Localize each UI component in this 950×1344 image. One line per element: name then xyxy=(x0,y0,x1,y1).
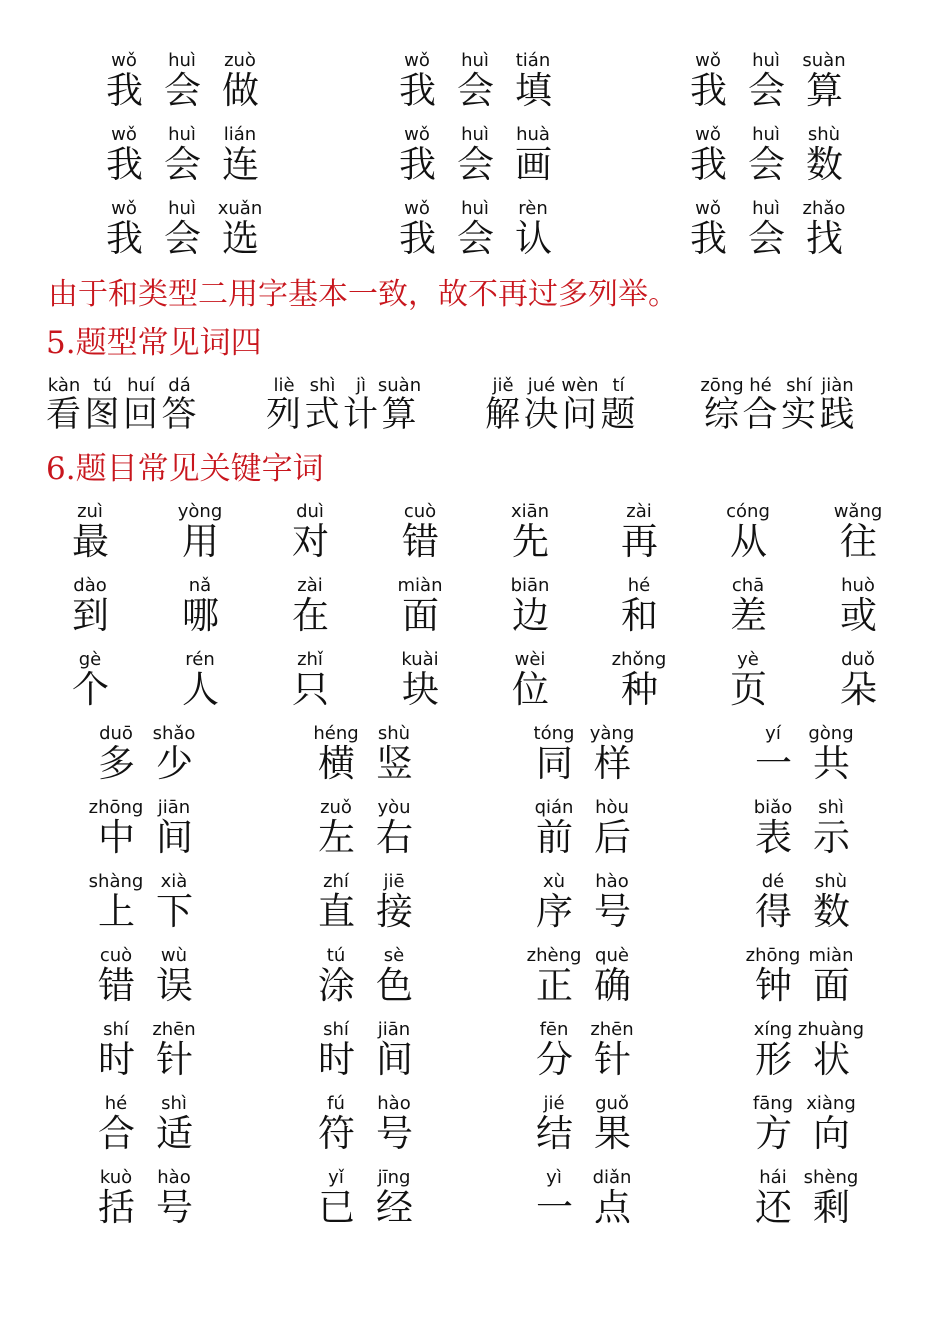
hanzi-char: 色 xyxy=(376,964,413,1007)
pinyin-label: huì xyxy=(752,198,780,219)
pinyin-label: hé xyxy=(104,1093,128,1114)
hanzi-char: 适 xyxy=(156,1112,193,1155)
pinyin-label: liè xyxy=(273,375,295,396)
pinyin-label: huì xyxy=(461,50,489,71)
hanzi-char: 我 xyxy=(106,69,143,112)
pinyin-label: duì xyxy=(296,501,324,522)
pinyin-label: huì xyxy=(168,198,196,219)
hanzi-char: 多 xyxy=(98,742,135,785)
pinyin-label: tóng xyxy=(533,723,575,744)
hanzi-char: 答 xyxy=(161,395,197,435)
hanzi-char: 错 xyxy=(402,520,439,563)
hanzi-char: 画 xyxy=(515,143,552,186)
hanzi-char: 剩 xyxy=(813,1186,850,1229)
pinyin-label: zhēn xyxy=(590,1019,634,1040)
hanzi-char: 用 xyxy=(182,520,219,563)
pinyin-label: xù xyxy=(542,871,566,892)
hanzi-char: 一 xyxy=(755,742,792,785)
hanzi-char: 直 xyxy=(318,890,355,933)
pinyin-label: huì xyxy=(752,124,780,145)
pinyin-label: wǒ xyxy=(695,50,721,71)
pinyin-label: qián xyxy=(534,797,574,818)
hanzi-char: 认 xyxy=(515,217,552,260)
pinyin-label: wǒ xyxy=(111,124,137,145)
hanzi-char: 计 xyxy=(343,395,379,435)
hanzi-char: 还 xyxy=(755,1186,792,1229)
pinyin-label: hào xyxy=(595,871,629,892)
pinyin-label: dé xyxy=(761,871,785,892)
pinyin-label: gòng xyxy=(808,723,854,744)
hanzi-char: 误 xyxy=(156,964,193,1007)
hanzi-char: 合 xyxy=(742,395,778,435)
pinyin-label: huì xyxy=(752,50,780,71)
hanzi-char: 做 xyxy=(222,69,259,112)
hanzi-char: 竖 xyxy=(376,742,413,785)
hanzi-char: 回 xyxy=(123,395,159,435)
hanzi-char: 样 xyxy=(594,742,631,785)
pinyin-label: zuì xyxy=(77,501,103,522)
hanzi-char: 方 xyxy=(755,1112,792,1155)
pinyin-label: huì xyxy=(461,198,489,219)
pinyin-label: tú xyxy=(326,945,346,966)
hanzi-char: 我 xyxy=(399,143,436,186)
pinyin-label: tián xyxy=(515,50,551,71)
pinyin-label: yàng xyxy=(589,723,635,744)
pinyin-label: zhǒng xyxy=(611,649,667,670)
pinyin-label: xiàng xyxy=(806,1093,856,1114)
pinyin-label: hào xyxy=(377,1093,411,1114)
pinyin-label: suàn xyxy=(802,50,846,71)
hanzi-char: 会 xyxy=(748,143,785,186)
hanzi-char: 时 xyxy=(98,1038,135,1081)
hanzi-char: 会 xyxy=(164,69,201,112)
pinyin-label: wǒ xyxy=(404,50,430,71)
hanzi-char: 践 xyxy=(819,395,855,435)
hanzi-char: 会 xyxy=(164,217,201,260)
hanzi-char: 在 xyxy=(292,594,329,637)
hanzi-char: 间 xyxy=(376,1038,413,1081)
pinyin-label: shí xyxy=(323,1019,349,1040)
pinyin-label: lián xyxy=(223,124,257,145)
hanzi-char: 列 xyxy=(266,395,302,435)
hanzi-char: 右 xyxy=(376,816,413,859)
hanzi-char: 确 xyxy=(594,964,631,1007)
pinyin-label: diǎn xyxy=(592,1167,632,1188)
hanzi-char: 找 xyxy=(806,217,843,260)
pinyin-label: shàng xyxy=(88,871,144,892)
hanzi-char: 算 xyxy=(806,69,843,112)
hanzi-char: 个 xyxy=(72,668,109,711)
pinyin-label: nǎ xyxy=(188,575,212,596)
hanzi-char: 状 xyxy=(813,1038,850,1081)
pinyin-label: tú xyxy=(93,375,112,396)
hanzi-char: 最 xyxy=(72,520,109,563)
pinyin-label: yǐ xyxy=(328,1167,344,1188)
hanzi-char: 会 xyxy=(748,69,785,112)
pinyin-label: xíng xyxy=(753,1019,793,1040)
hanzi-char: 共 xyxy=(813,742,850,785)
pinyin-label: jiē xyxy=(383,871,405,892)
pinyin-label: què xyxy=(595,945,629,966)
pinyin-label: zuò xyxy=(224,50,256,71)
pinyin-label: shèng xyxy=(803,1167,859,1188)
hanzi-char: 问 xyxy=(562,395,598,435)
hanzi-char: 针 xyxy=(594,1038,631,1081)
hanzi-char: 我 xyxy=(399,217,436,260)
hanzi-char: 上 xyxy=(98,890,135,933)
hanzi-char: 横 xyxy=(318,742,355,785)
hanzi-char: 示 xyxy=(813,816,850,859)
hanzi-char: 会 xyxy=(164,143,201,186)
hanzi-char: 合 xyxy=(98,1112,135,1155)
hanzi-char: 边 xyxy=(512,594,549,637)
hanzi-char: 我 xyxy=(399,69,436,112)
pinyin-label: hé xyxy=(627,575,651,596)
hanzi-char: 号 xyxy=(376,1112,413,1155)
pinyin-label: shí xyxy=(103,1019,129,1040)
pinyin-label: chā xyxy=(731,575,765,596)
hanzi-char: 数 xyxy=(806,143,843,186)
pinyin-label: jiān xyxy=(377,1019,411,1040)
pinyin-label: yè xyxy=(737,649,759,670)
pinyin-label: zhōng xyxy=(745,945,801,966)
hanzi-char: 面 xyxy=(402,594,439,637)
pinyin-label: huì xyxy=(461,124,489,145)
pinyin-label: wǒ xyxy=(695,124,721,145)
pinyin-label: xiān xyxy=(510,501,550,522)
pinyin-label: jīng xyxy=(377,1167,411,1188)
hanzi-char: 序 xyxy=(536,890,573,933)
pinyin-label: hái xyxy=(759,1167,787,1188)
hanzi-char: 果 xyxy=(594,1112,631,1155)
pinyin-label: yòu xyxy=(377,797,411,818)
pinyin-label: jiě xyxy=(492,375,514,396)
hanzi-char: 块 xyxy=(402,668,439,711)
hanzi-char: 下 xyxy=(156,890,193,933)
pinyin-label: jié xyxy=(543,1093,565,1114)
hanzi-char: 和 xyxy=(621,594,658,637)
hanzi-char: 连 xyxy=(222,143,259,186)
hanzi-char: 经 xyxy=(376,1186,413,1229)
hanzi-char: 得 xyxy=(755,890,792,933)
hanzi-char: 对 xyxy=(292,520,329,563)
pinyin-label: shù xyxy=(377,723,411,744)
pinyin-label: hòu xyxy=(595,797,629,818)
pinyin-label: shù xyxy=(814,871,848,892)
pinyin-label: cuò xyxy=(403,501,437,522)
hanzi-char: 点 xyxy=(594,1186,631,1229)
hanzi-char: 看 xyxy=(46,395,82,435)
hanzi-char: 填 xyxy=(515,69,552,112)
pinyin-label: fú xyxy=(327,1093,345,1114)
pinyin-label: hào xyxy=(157,1167,191,1188)
pinyin-label: zhēn xyxy=(152,1019,196,1040)
pinyin-label: huò xyxy=(841,575,875,596)
pinyin-label: wù xyxy=(160,945,188,966)
pinyin-label: cuò xyxy=(99,945,133,966)
pinyin-label: wǒ xyxy=(111,50,137,71)
hanzi-char: 决 xyxy=(523,395,559,435)
pinyin-label: biān xyxy=(510,575,550,596)
hanzi-char: 间 xyxy=(156,816,193,859)
hanzi-char: 或 xyxy=(840,594,877,637)
hanzi-char: 钟 xyxy=(755,964,792,1007)
pinyin-label: wǒ xyxy=(404,124,430,145)
pinyin-label: shì xyxy=(161,1093,187,1114)
hanzi-char: 接 xyxy=(376,890,413,933)
hanzi-char: 人 xyxy=(182,668,219,711)
pinyin-label: zài xyxy=(626,501,652,522)
hanzi-char: 式 xyxy=(304,395,340,435)
pinyin-label: hé xyxy=(749,375,772,396)
hanzi-char: 号 xyxy=(156,1186,193,1229)
hanzi-char: 括 xyxy=(98,1186,135,1229)
pinyin-label: kàn xyxy=(47,375,81,396)
hanzi-char: 会 xyxy=(748,217,785,260)
pinyin-label: zhuàng xyxy=(797,1019,865,1040)
pinyin-label: guǒ xyxy=(595,1093,629,1114)
pinyin-label: jiān xyxy=(157,797,191,818)
hanzi-char: 差 xyxy=(730,594,767,637)
hanzi-char: 只 xyxy=(292,668,329,711)
hanzi-char: 涂 xyxy=(318,964,355,1007)
hanzi-char: 结 xyxy=(536,1112,573,1155)
pinyin-label: yì xyxy=(546,1167,562,1188)
hanzi-char: 中 xyxy=(98,816,135,859)
hanzi-char: 左 xyxy=(318,816,355,859)
pinyin-label: zhǎo xyxy=(802,198,846,219)
pinyin-label: huí xyxy=(127,375,155,396)
pinyin-label: duǒ xyxy=(841,649,875,670)
pinyin-label: dá xyxy=(168,375,191,396)
hanzi-char: 到 xyxy=(72,594,109,637)
hanzi-char: 正 xyxy=(536,964,573,1007)
hanzi-char: 图 xyxy=(84,395,120,435)
pinyin-label: huà xyxy=(516,124,550,145)
pinyin-label: kuài xyxy=(401,649,439,670)
hanzi-char: 往 xyxy=(840,520,877,563)
hanzi-char: 前 xyxy=(536,816,573,859)
pinyin-label: zōng xyxy=(700,375,744,396)
pinyin-label: rén xyxy=(185,649,215,670)
hanzi-char: 时 xyxy=(318,1038,355,1081)
hanzi-char: 符 xyxy=(318,1112,355,1155)
pinyin-label: zhōng xyxy=(88,797,144,818)
pinyin-label: rèn xyxy=(518,198,548,219)
pinyin-label: zuǒ xyxy=(320,797,352,818)
note-text: 由于和类型二用字基本一致，故不再过多列举。 xyxy=(48,277,678,312)
hanzi-char: 我 xyxy=(106,217,143,260)
pinyin-label: biǎo xyxy=(753,797,793,818)
pinyin-label: zhí xyxy=(323,871,349,892)
hanzi-char: 表 xyxy=(755,816,792,859)
pinyin-label: shí xyxy=(786,375,812,396)
pinyin-label: dào xyxy=(73,575,107,596)
pinyin-label: héng xyxy=(313,723,359,744)
hanzi-char: 向 xyxy=(813,1112,850,1155)
pinyin-label: jiàn xyxy=(821,375,854,396)
pinyin-label: tí xyxy=(612,375,625,396)
pinyin-label: zhǐ xyxy=(297,649,323,670)
pinyin-label: jué xyxy=(527,375,556,396)
hanzi-char: 会 xyxy=(457,143,494,186)
pinyin-label: gè xyxy=(78,649,102,670)
pinyin-label: zài xyxy=(297,575,323,596)
pinyin-label: wèi xyxy=(514,649,546,670)
pinyin-label: shì xyxy=(818,797,844,818)
pinyin-label: miàn xyxy=(397,575,443,596)
pinyin-label: duō xyxy=(99,723,133,744)
pinyin-label: kuò xyxy=(99,1167,133,1188)
pinyin-label: yòng xyxy=(177,501,223,522)
pinyin-label: shǎo xyxy=(152,723,196,744)
pinyin-label: xià xyxy=(160,871,188,892)
pinyin-label: wǒ xyxy=(695,198,721,219)
pinyin-label: zhèng xyxy=(526,945,582,966)
hanzi-char: 从 xyxy=(730,520,767,563)
hanzi-char: 位 xyxy=(512,668,549,711)
hanzi-char: 号 xyxy=(594,890,631,933)
hanzi-char: 一 xyxy=(536,1186,573,1229)
hanzi-char: 错 xyxy=(98,964,135,1007)
hanzi-char: 我 xyxy=(690,69,727,112)
section5-title: 5.题型常见词四 xyxy=(46,325,262,361)
hanzi-char: 算 xyxy=(381,395,417,435)
pinyin-label: wǒ xyxy=(111,198,137,219)
hanzi-char: 再 xyxy=(621,520,658,563)
hanzi-char: 分 xyxy=(536,1038,573,1081)
hanzi-char: 已 xyxy=(318,1186,355,1229)
pinyin-label: fēn xyxy=(539,1019,569,1040)
hanzi-char: 题 xyxy=(600,395,636,435)
hanzi-char: 实 xyxy=(781,395,817,435)
pinyin-label: jì xyxy=(355,375,367,396)
hanzi-char: 形 xyxy=(755,1038,792,1081)
hanzi-char: 同 xyxy=(536,742,573,785)
pinyin-label: suàn xyxy=(377,375,422,396)
hanzi-char: 选 xyxy=(222,217,259,260)
hanzi-char: 会 xyxy=(457,217,494,260)
hanzi-char: 少 xyxy=(156,742,193,785)
pinyin-label: huì xyxy=(168,50,196,71)
pinyin-label: wǒ xyxy=(404,198,430,219)
pinyin-label: wèn xyxy=(561,375,599,396)
pinyin-label: cóng xyxy=(726,501,770,522)
hanzi-char: 朵 xyxy=(840,668,877,711)
hanzi-char: 数 xyxy=(813,890,850,933)
pinyin-label: yí xyxy=(765,723,781,744)
pinyin-label: sè xyxy=(383,945,405,966)
pinyin-label: xuǎn xyxy=(217,198,263,219)
pinyin-label: huì xyxy=(168,124,196,145)
hanzi-char: 面 xyxy=(813,964,850,1007)
section6-title: 6.题目常见关键字词 xyxy=(46,451,324,487)
pinyin-label: wǎng xyxy=(833,501,883,522)
hanzi-char: 我 xyxy=(690,143,727,186)
pinyin-label: miàn xyxy=(808,945,854,966)
hanzi-char: 解 xyxy=(485,395,521,435)
pinyin-label: fāng xyxy=(752,1093,794,1114)
pinyin-label: shù xyxy=(807,124,841,145)
hanzi-char: 我 xyxy=(690,217,727,260)
hanzi-char: 种 xyxy=(621,668,658,711)
hanzi-char: 后 xyxy=(594,816,631,859)
hanzi-char: 我 xyxy=(106,143,143,186)
hanzi-char: 综 xyxy=(704,395,740,435)
hanzi-char: 先 xyxy=(512,520,549,563)
hanzi-char: 会 xyxy=(457,69,494,112)
hanzi-char: 页 xyxy=(730,668,767,711)
pinyin-label: shì xyxy=(309,375,336,396)
hanzi-char: 哪 xyxy=(182,594,219,637)
hanzi-char: 针 xyxy=(156,1038,193,1081)
